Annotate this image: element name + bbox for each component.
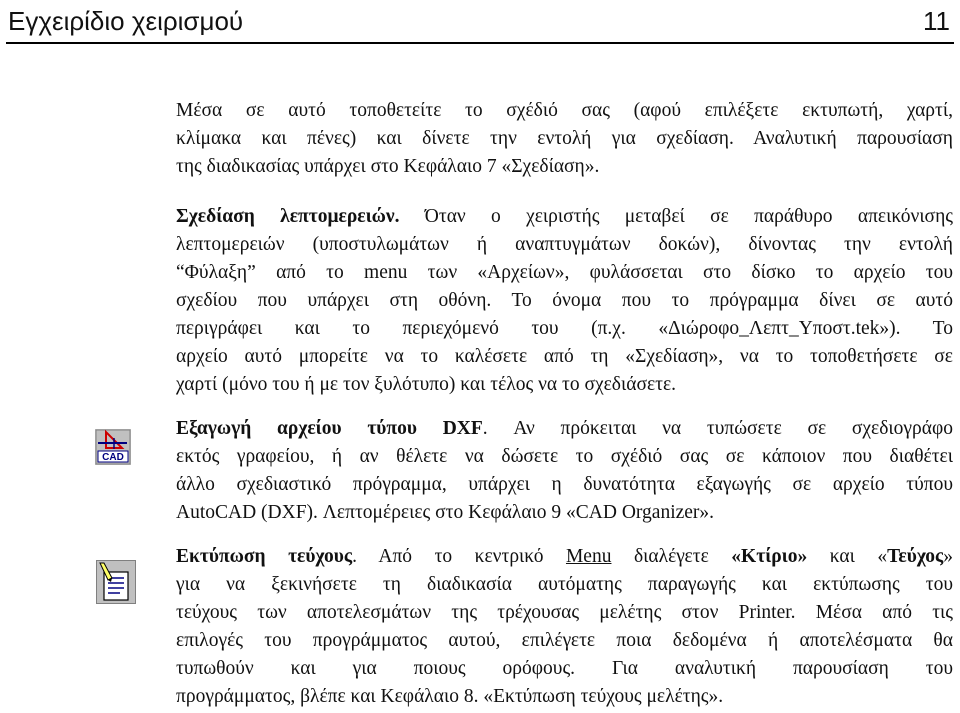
- text-line: επιλογές του προγράμματος αυτού, επιλέγετε ποια δεδομένα ή αποτελέσματα θα: [176, 630, 953, 651]
- text-line: τεύχους των αποτελεσμάτων της τρέχουσας μελέτης στον Printer. Μέσα από τις: [176, 602, 953, 623]
- text-line: για να ξεκινήσετε τη διαδικασία αυτόματης παραγωγής και εκτύπωσης του: [176, 574, 953, 595]
- text-segment: και «: [807, 546, 888, 567]
- header-rule: [6, 42, 954, 44]
- text-segment: »: [943, 546, 954, 567]
- text-line: της διαδικασίας υπάρχει στο Κεφάλαιο 7 «Σχεδίαση».: [176, 156, 600, 177]
- paragraph-plot-intro: [176, 97, 953, 181]
- text-line: σχεδίου που υπάρχει στη οθόνη. Το όνομα που το πρόγραμμα δίνει σε αυτό: [176, 290, 953, 311]
- text-line: [176, 415, 953, 443]
- page-header: [0, 0, 960, 46]
- text-line: τυπωθούν και για ποιους ορόφους. Για αναλυτική παρουσίαση του: [176, 658, 953, 679]
- text-line: προγράμματος, βλέπε και Κεφάλαιο 8. «Εκτύπωση τεύχους μελέτης».: [176, 686, 724, 707]
- text-segment: Όταν ο χειριστής μεταβεί σε παράθυρο απεικόνισης: [399, 206, 953, 227]
- text-line: κλίμακα και πένες) και δίνετε την εντολή για σχεδίαση. Αναλυτική παρουσίαση: [176, 128, 953, 149]
- paragraph-dxf-export: [176, 415, 953, 527]
- section-heading: Σχεδίαση λεπτομερειών.: [176, 206, 400, 227]
- text-segment: . Από το κεντρικό: [352, 546, 566, 567]
- section-heading: Εξαγωγή αρχείου τύπου DXF: [176, 418, 483, 439]
- text-line: αρχείο αυτό μπορείτε να το καλέσετε από τη «Σχεδίαση», να το τοποθετήσετε σε: [176, 346, 953, 367]
- text-line: λεπτομερειών (υποστυλωμάτων ή αναπτυγμάτων δοκών), δίνοντας την εντολή: [176, 234, 953, 255]
- text-line: εκτός γραφείου, ή αν θέλετε να δώσετε το σχέδιό σας σε κάποιον που διαθέτει: [176, 446, 953, 467]
- paragraph-detail-drawing: [176, 203, 953, 399]
- manual-title: Εγχειρίδιο χειρισμού: [8, 6, 244, 36]
- cad-icon-text: CAD: [102, 452, 124, 463]
- text-line: άλλο σχεδιαστικό πρόγραμμα, υπάρχει η δυνατότητα εξαγωγής σε αρχείο τύπου: [176, 474, 953, 495]
- text-line: “Φύλαξη” από το menu των «Αρχείων», φυλάσσεται στο δίσκο το αρχείο του: [176, 262, 953, 283]
- menu-word: Menu: [565, 546, 612, 567]
- text-line: [176, 543, 953, 571]
- text-line: [176, 203, 953, 231]
- text-line: AutoCAD (DXF). Λεπτομέρειες στο Κεφάλαιο 9 «CAD Organizer».: [176, 502, 715, 523]
- section-heading: Εκτύπωση τεύχους: [176, 546, 353, 567]
- menu-item-report: Τεύχος: [887, 546, 944, 567]
- text-segment: διαλέγετε: [611, 546, 732, 567]
- text-segment: . Αν πρόκειται να τυπώσετε σε σχεδιογράφο: [482, 418, 953, 439]
- text-line: χαρτί (μόνο του ή με τον ξυλότυπο) και τέλος να το σχεδιάσετε.: [176, 374, 677, 395]
- report-print-icon: [96, 560, 136, 604]
- paragraph-report-print: [176, 543, 953, 711]
- text-line: περιγράφει και το περιεχόμενό του (π.χ. «Διώροφο_Λεπτ_Υποστ.tek»). Το: [176, 318, 953, 339]
- page-number: 11: [923, 6, 950, 36]
- menu-item-building: «Κτίριο»: [731, 546, 808, 567]
- text-line: Μέσα σε αυτό τοποθετείτε το σχέδιό σας (αφού επιλέξετε εκτυπωτή, χαρτί,: [176, 100, 953, 121]
- cad-export-icon: [94, 428, 132, 466]
